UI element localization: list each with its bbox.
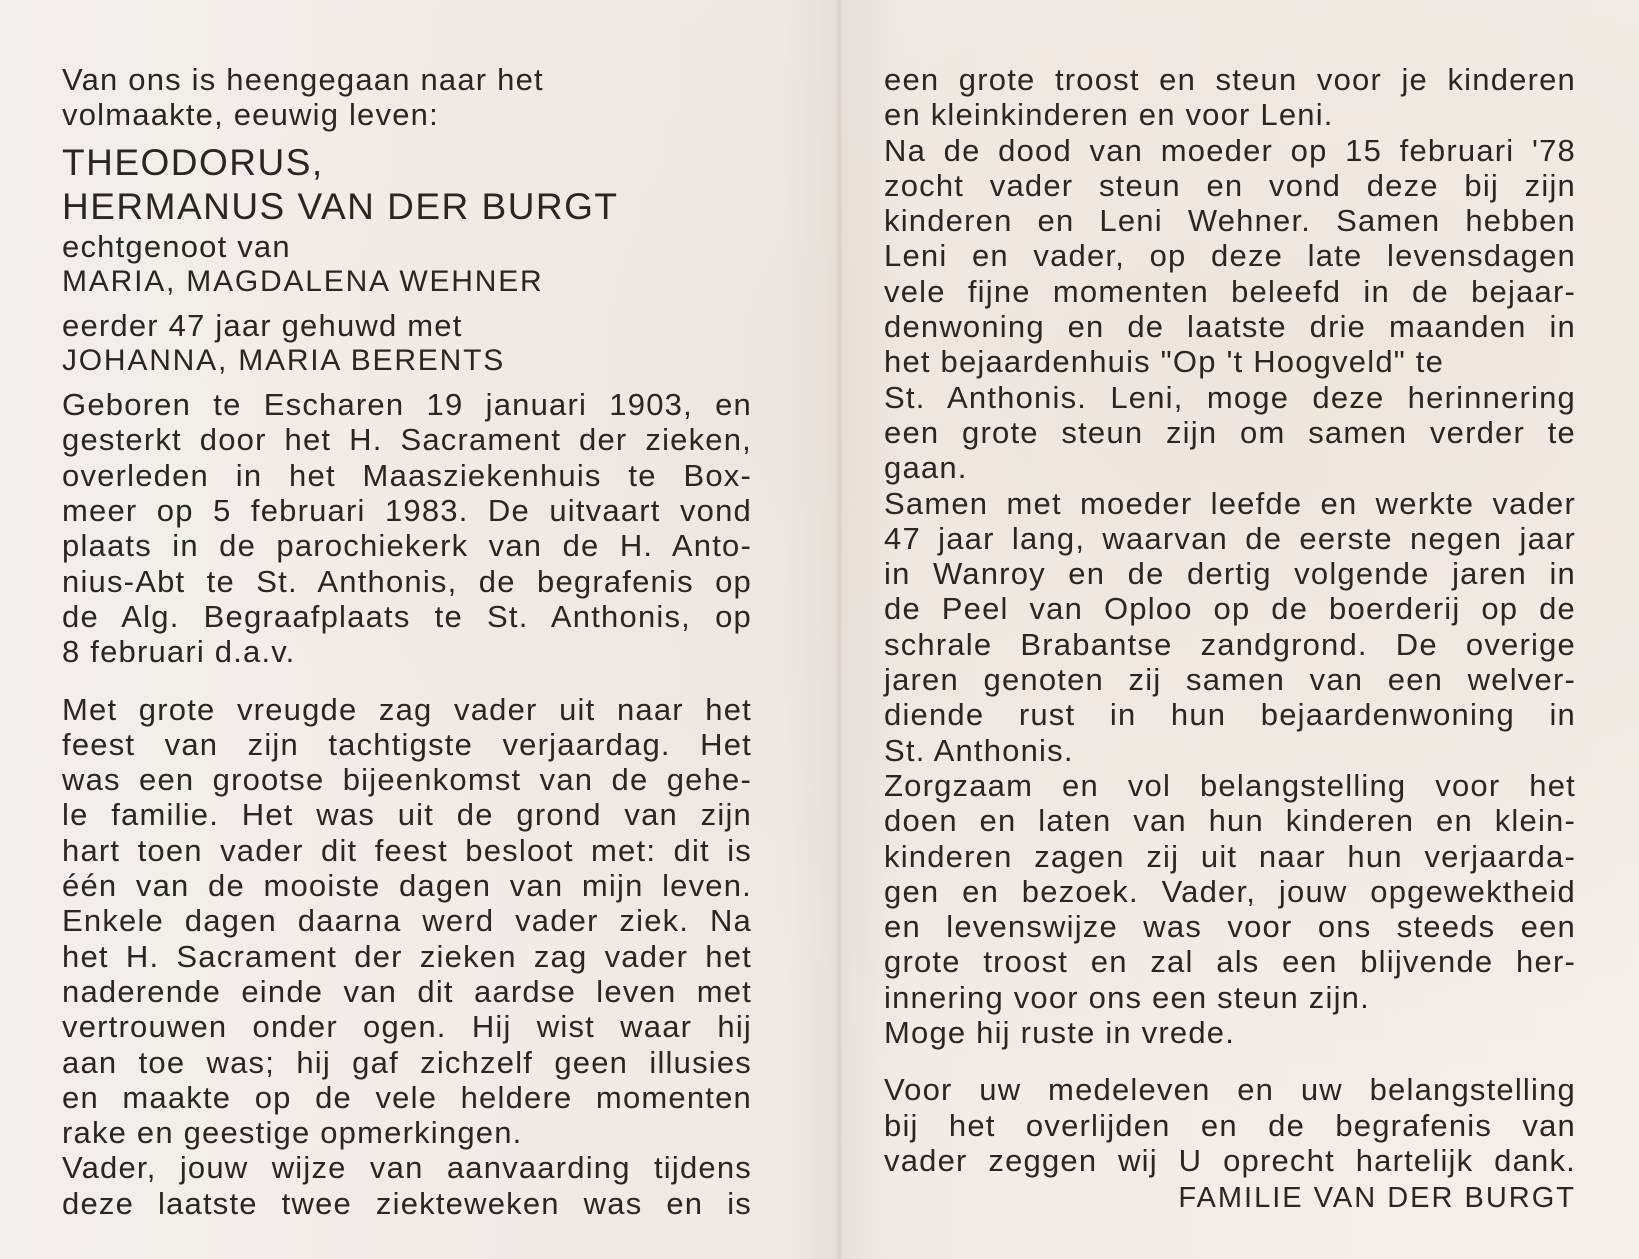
story-line: rake en geestige opmerkingen. [62,1115,523,1151]
story-line: deze laatste twee ziekteweken was en is [62,1185,752,1221]
bio-line: de Alg. Begraafplaats te St. Anthonis, op [62,598,752,634]
bio-line: Geboren te Escharen 19 januari 1903, en [62,387,752,423]
story-line: diende rust in hun bejaardenwoning in [884,697,1576,733]
spouse-name: MARIA, MAGDALENA WEHNER [62,264,544,298]
bio-line: meer op 5 februari 1983. De uitvaart vond [62,493,752,529]
story-line: het bejaardenhuis "Op 't Hoogveld" te [884,344,1445,380]
story-line: innering voor ons een steun zijn. [884,979,1370,1015]
story-line: was een grootse bijeenkomst van de gehe- [62,762,752,798]
story-line: kinderen en Leni Wehner. Samen hebben [884,203,1576,239]
intro-line: Van ons is heengegaan naar het [62,62,544,97]
thanks-paragraph [884,1072,1576,1178]
story-line: le familie. Het was uit de grond van zijn [62,797,752,833]
story-line: Samen met moeder leefde en werkte vader [884,485,1576,521]
story-line: het H. Sacrament der zieken zag vader het [62,938,752,974]
bio-line: overleden in het Maasziekenhuis te Box- [62,457,752,493]
story-line: en kleinkinderen en voor Leni. [884,97,1334,133]
story-line: Zorgzaam en vol belangstelling voor het [884,767,1576,803]
story-line: een grote troost en steun voor je kinderen [884,62,1576,97]
story-line: naderende einde van dit aardse leven met [62,973,752,1009]
name-line: HERMANUS VAN DER BURGT [62,185,619,227]
story-line: jaren genoten zij samen van een welver- [884,662,1576,698]
story-line: één van de mooiste dagen van mijn leven. [62,868,752,904]
thanks-line: Voor uw medeleven en uw belangstelling [884,1072,1576,1108]
story-paragraph [62,692,752,1221]
story-line: en levenswijze was voor ons steeds een [884,909,1576,945]
story-line: en maakte op de vele heldere momenten [62,1079,752,1115]
story-line: gen en bezoek. Vader, jouw opgewektheid [884,873,1576,909]
intro-line: volmaakte, eeuwig leven: [62,97,439,133]
prior-marriage-label: eerder 47 jaar gehuwd met [62,307,463,343]
biography-paragraph [62,387,752,669]
prior-spouse-name: JOHANNA, MARIA BERENTS [62,344,506,378]
story-line: St. Anthonis. Leni, moge deze herinnering [884,379,1576,415]
thanks-line: bij het overlijden en de begrafenis van [884,1107,1576,1143]
story-line: Na de dood van moeder op 15 februari '78 [884,132,1576,168]
spouse-label: echtgenoot van [62,228,291,264]
story-line: doen en laten van hun kinderen en klein- [884,803,1576,839]
thanks-line: vader zeggen wij U oprecht hartelijk dank. [884,1142,1576,1178]
deceased-name [62,141,752,229]
story-line: vertrouwen onder ogen. Hij wist waar hij [62,1009,752,1045]
story-line: gaan. [884,450,968,486]
story-line: denwoning en de laatste drie maanden in [884,309,1576,345]
story-line: Leni en vader, op deze late levensdagen [884,238,1576,274]
story-line: Met grote vreugde zag vader uit naar het [62,691,752,727]
intro-text [62,62,752,133]
story-line: feest van zijn tachtigste verjaardag. Het [62,726,752,762]
right-panel [884,62,1576,1218]
story-continuation [884,62,1576,1050]
story-line: Enkele dagen daarna werd vader ziek. Na [62,903,752,939]
bio-line: plaats in de parochiekerk van de H. Anto- [62,528,752,564]
story-line: Vader, jouw wijze van aanvaarding tijdens [62,1150,752,1186]
story-line: zocht vader steun en vond deze bij zijn [884,167,1576,203]
story-line: Moge hij ruste in vrede. [884,1015,1236,1051]
story-line: grote troost en zal als een blijvende her- [884,944,1576,980]
story-line: in Wanroy en de dertig volgende jaren in [884,556,1576,592]
left-panel [62,62,752,1221]
story-line: een grote steun zijn om samen verder te [884,414,1576,450]
name-line: THEODORUS, [62,141,324,183]
story-line: St. Anthonis. [884,732,1074,768]
story-line: schrale Brabantse zandgrond. De overige [884,626,1576,662]
bio-line: 8 februari d.a.v. [62,634,296,670]
story-line: hart toen vader dit feest besloot met: dit is [62,832,752,868]
card-fold [835,0,843,1259]
bio-line: gesterkt door het H. Sacrament der zieken, [62,422,752,458]
story-line: 47 jaar lang, waarvan de eerste negen jaar [884,520,1576,556]
story-line: de Peel van Oploo op de boerderij op de [884,591,1576,627]
bio-line: nius-Abt te St. Anthonis, de begrafenis op [62,563,752,599]
story-line: kinderen zagen zij uit naar hun verjaarda- [884,838,1576,874]
story-line: vele fijne momenten beleefd in de bejaar- [884,273,1576,309]
family-signature: FAMILIE VAN DER BURGT [1178,1182,1576,1215]
story-line: aan toe was; hij gaf zichzelf geen illusies [62,1044,752,1080]
